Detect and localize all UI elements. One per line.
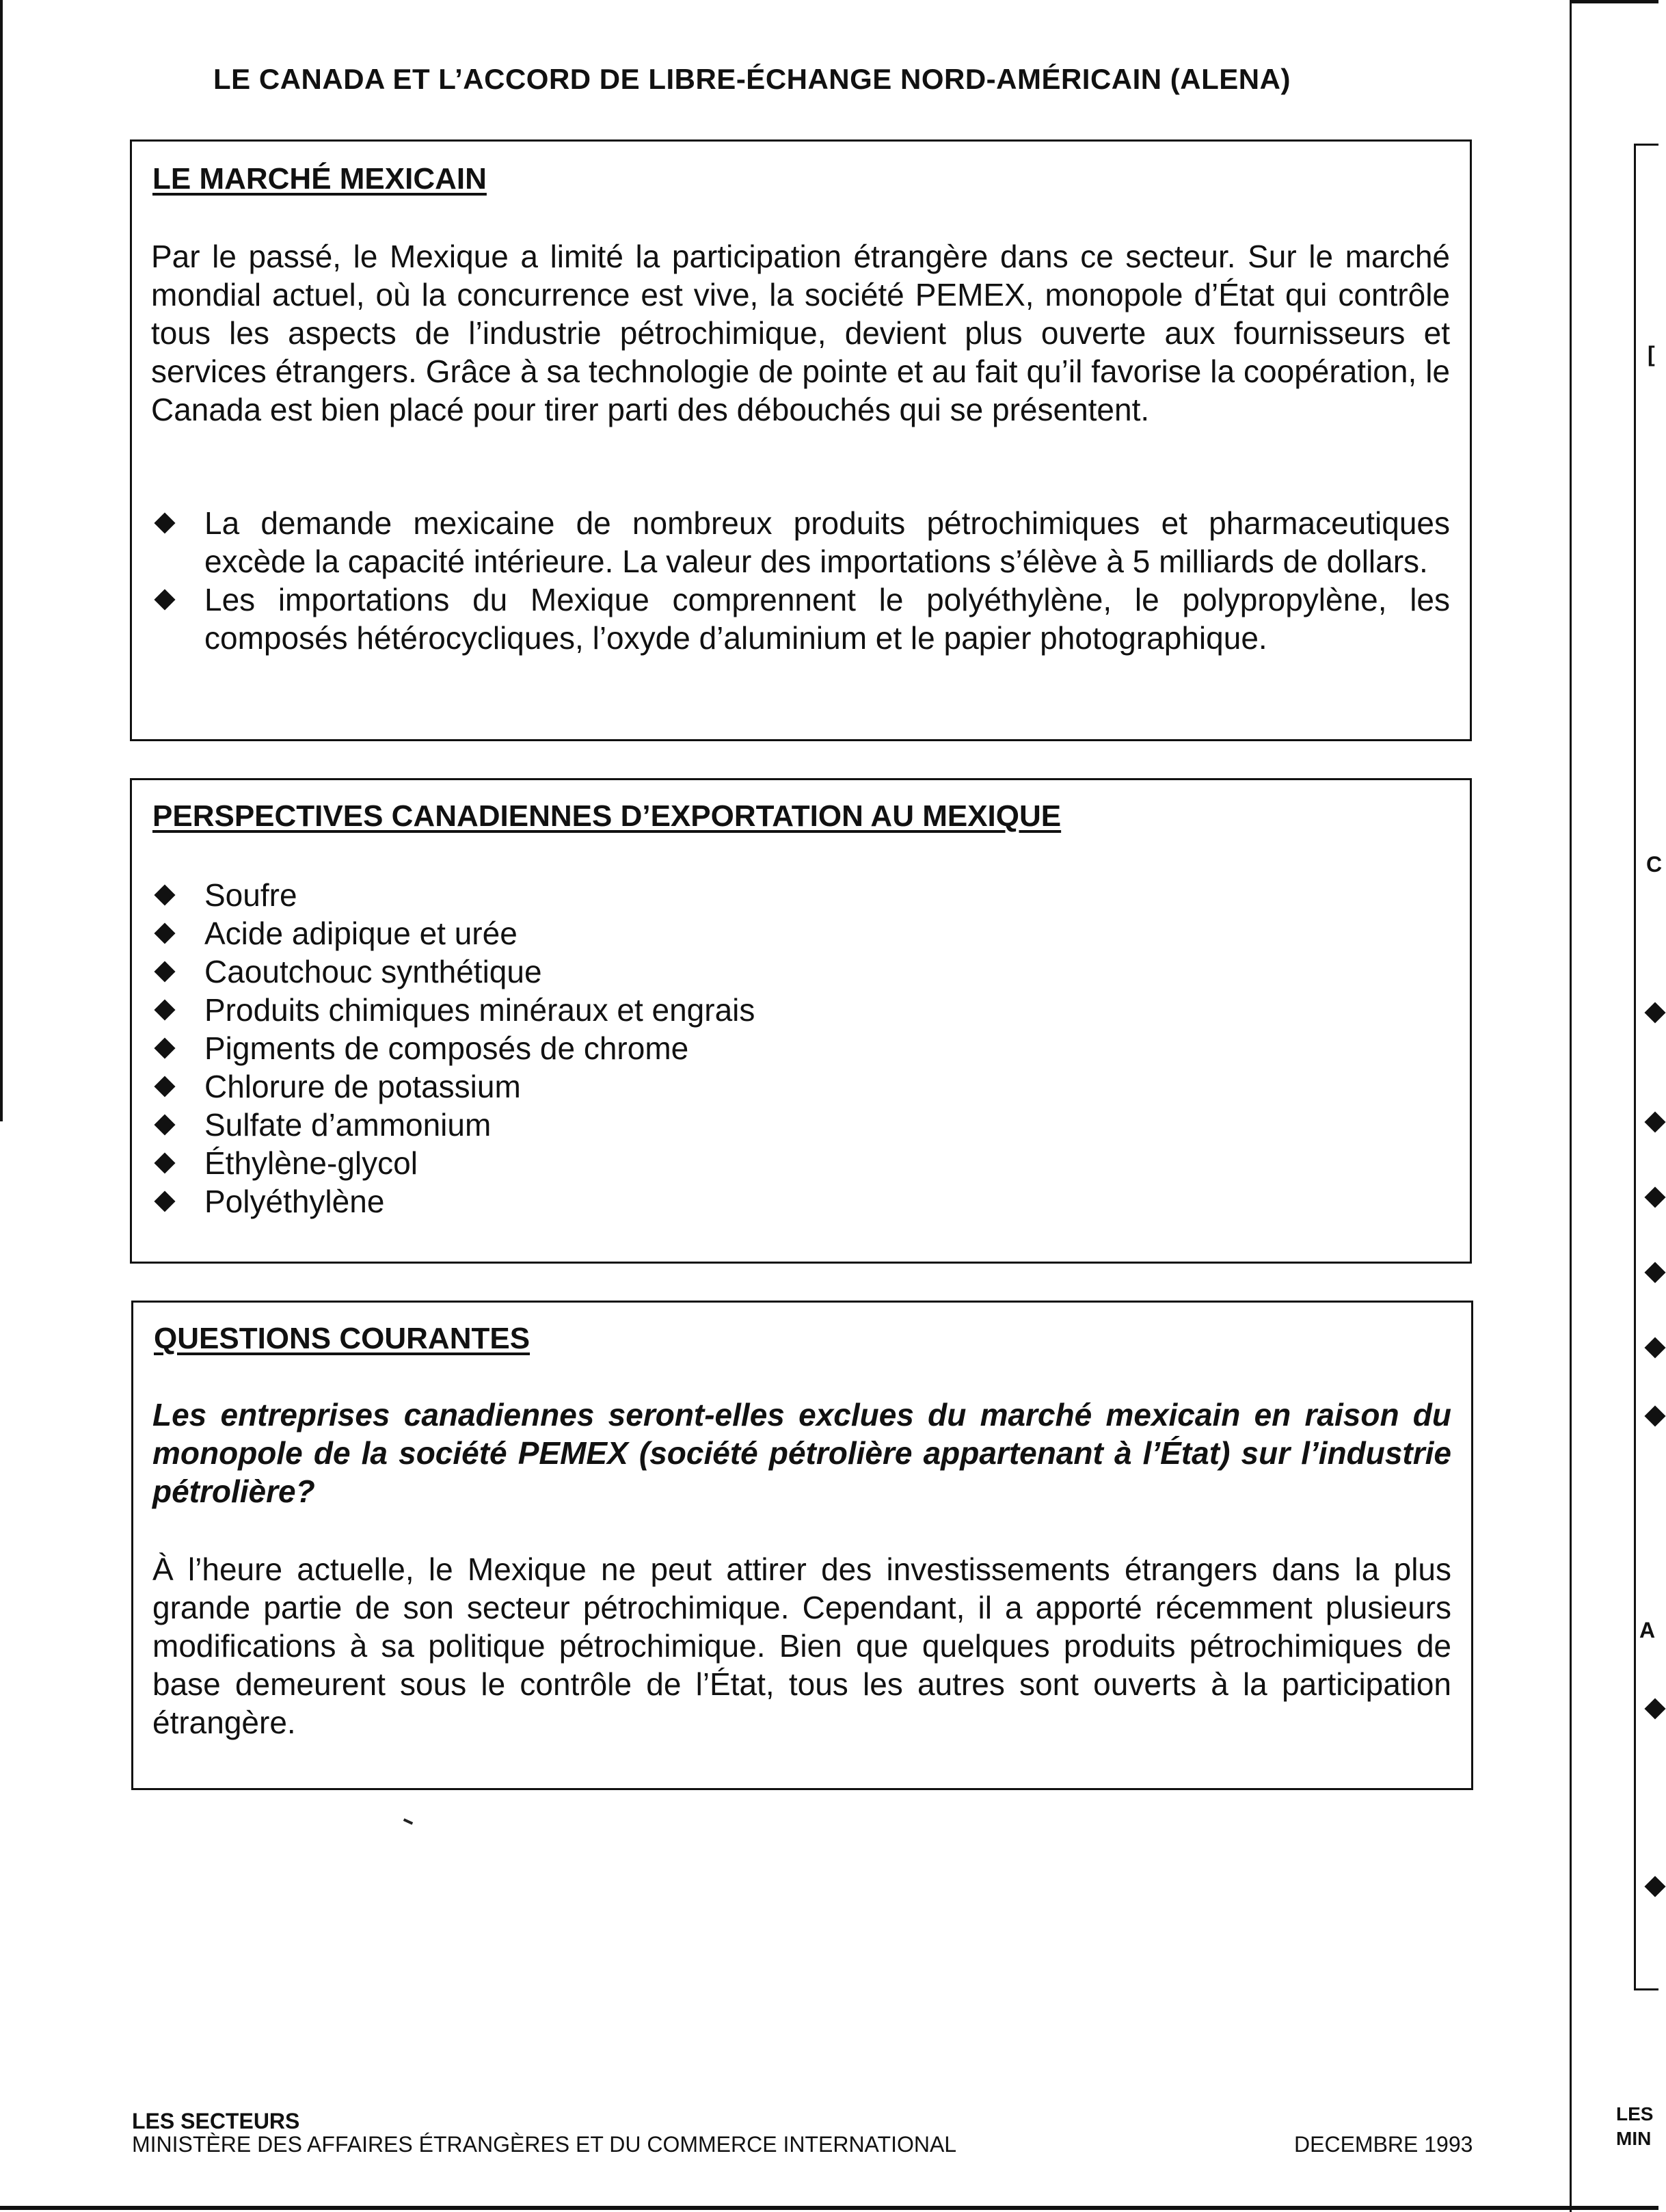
list-item-label: Soufre xyxy=(204,877,297,913)
diamond-bullet-icon xyxy=(154,884,175,905)
bullet-text: Les importations du Mexique comprennent le polyéthylène, le polypropylène, les composés hétérocycliques, l’oxyde d’aluminium et le papier photographique. xyxy=(204,582,1450,656)
left-scan-edge xyxy=(0,0,3,1121)
list-item-label: Sulfate d’ammonium xyxy=(204,1107,492,1143)
top-right-edge xyxy=(1570,0,1658,3)
list-item xyxy=(151,1029,1450,1067)
list-item xyxy=(151,1106,1450,1144)
adjacent-bullet-icon xyxy=(1644,1698,1665,1719)
faq-box xyxy=(131,1301,1473,1790)
adjacent-bullet-icon xyxy=(1644,1876,1665,1897)
adjacent-footer-fragment: LES xyxy=(1616,2103,1654,2124)
mexican-market-box xyxy=(130,139,1472,741)
mexican-market-bullets xyxy=(151,504,1450,657)
adjacent-box-border-left xyxy=(1634,144,1636,1990)
diamond-bullet-icon xyxy=(154,961,175,982)
faq-heading: QUESTIONS COURANTES xyxy=(154,1322,530,1355)
export-prospects-heading: PERSPECTIVES CANADIENNES D’EXPORTATION AU MEXIQUE xyxy=(152,799,1062,833)
list-item xyxy=(151,581,1450,657)
fold-line xyxy=(1570,0,1572,2212)
adjacent-bullet-icon xyxy=(1644,1262,1665,1283)
diamond-bullet-icon xyxy=(154,1190,175,1212)
adjacent-bullet-icon xyxy=(1644,1337,1665,1358)
bullet-text: La demande mexicaine de nombreux produits pétrochimiques et pharmaceutiques excède la capacité intérieure. La valeur des importations s’élève à 5 milliards de dollars. xyxy=(204,505,1450,579)
list-item-label: Éthylène-glycol xyxy=(204,1145,418,1181)
diamond-bullet-icon xyxy=(154,512,175,533)
diamond-bullet-icon xyxy=(154,922,175,944)
list-item-label: Produits chimiques minéraux et engrais xyxy=(204,992,755,1028)
adjacent-bullet-icon xyxy=(1644,1111,1665,1132)
list-item xyxy=(151,1144,1450,1182)
footer-ministry: MINISTÈRE DES AFFAIRES ÉTRANGÈRES ET DU COMMERCE INTERNATIONAL xyxy=(132,2132,957,2157)
adjacent-bullet-icon xyxy=(1644,1186,1665,1208)
diamond-bullet-icon xyxy=(154,1076,175,1097)
mexican-market-heading: LE MARCHÉ MEXICAIN xyxy=(152,162,487,196)
list-item xyxy=(151,991,1450,1029)
adjacent-bullet-icon xyxy=(1644,1405,1665,1426)
faq-answer: À l’heure actuelle, le Mexique ne peut attirer des investissements étrangers dans la plus grande partie de son secteur pétrochimique. Cependant, il a apporté récemment plusieurs modifications à sa politique pétrochimique. Bien que quelques produits pétrochimiques de base demeurent sous le contrôle de l’État, tous les autres sont ouverts à la participation étrangère. xyxy=(152,1551,1451,1740)
adjacent-bullet-icon xyxy=(1644,1002,1665,1023)
list-item xyxy=(151,876,1450,914)
export-prospects-box xyxy=(130,778,1472,1264)
list-item-label: Acide adipique et urée xyxy=(204,916,518,951)
footer-date: DECEMBRE 1993 xyxy=(1294,2132,1473,2157)
adjacent-fragment-letter: C xyxy=(1646,852,1663,877)
list-item-label: Caoutchouc synthétique xyxy=(204,954,542,989)
scan-speck xyxy=(403,1818,413,1825)
diamond-bullet-icon xyxy=(154,1114,175,1135)
footer-section-label: LES SECTEURS xyxy=(132,2109,300,2133)
list-item-label: Chlorure de potassium xyxy=(204,1069,521,1104)
list-item xyxy=(151,914,1450,952)
adjacent-fragment-letter: A xyxy=(1639,1618,1656,1642)
mexican-market-paragraph: Par le passé, le Mexique a limité la participation étrangère dans ce secteur. Sur le marché mondial actuel, où la concurrence est vive, la société PEMEX, monopole d’État qui contrôle tous les aspects de l’industrie pétrochimique, devient plus ouverte aux fournisseurs et services étrangers. Grâce à sa technologie de pointe et au fait qu’il favorise la coopération, le Canada est bien placé pour tirer parti des débouchés qui se présentent. xyxy=(151,239,1450,427)
diamond-bullet-icon xyxy=(154,1152,175,1173)
bottom-scan-edge xyxy=(0,2206,1658,2210)
adjacent-footer-fragment: MIN xyxy=(1616,2128,1652,2149)
faq-question: Les entreprises canadiennes seront-elles exclues du marché mexicain en raison du monopole de la société PEMEX (société pétrolière appartenant à l’État) sur l’industrie pétrolière? xyxy=(152,1397,1451,1509)
page-title: LE CANADA ET L’ACCORD DE LIBRE-ÉCHANGE NORD-AMÉRICAIN (ALENA) xyxy=(213,63,1291,95)
adjacent-box-border-bottom xyxy=(1634,1988,1658,1990)
list-item xyxy=(151,1182,1450,1221)
diamond-bullet-icon xyxy=(154,999,175,1020)
list-item xyxy=(151,952,1450,991)
adjacent-box-border-top xyxy=(1634,144,1658,146)
list-item xyxy=(151,504,1450,581)
list-item-label: Pigments de composés de chrome xyxy=(204,1030,689,1066)
diamond-bullet-icon xyxy=(154,1037,175,1058)
adjacent-fragment-letter: [ xyxy=(1648,342,1655,367)
export-prospects-list xyxy=(151,876,1450,1221)
diamond-bullet-icon xyxy=(154,589,175,610)
list-item-label: Polyéthylène xyxy=(204,1184,385,1219)
list-item xyxy=(151,1067,1450,1106)
